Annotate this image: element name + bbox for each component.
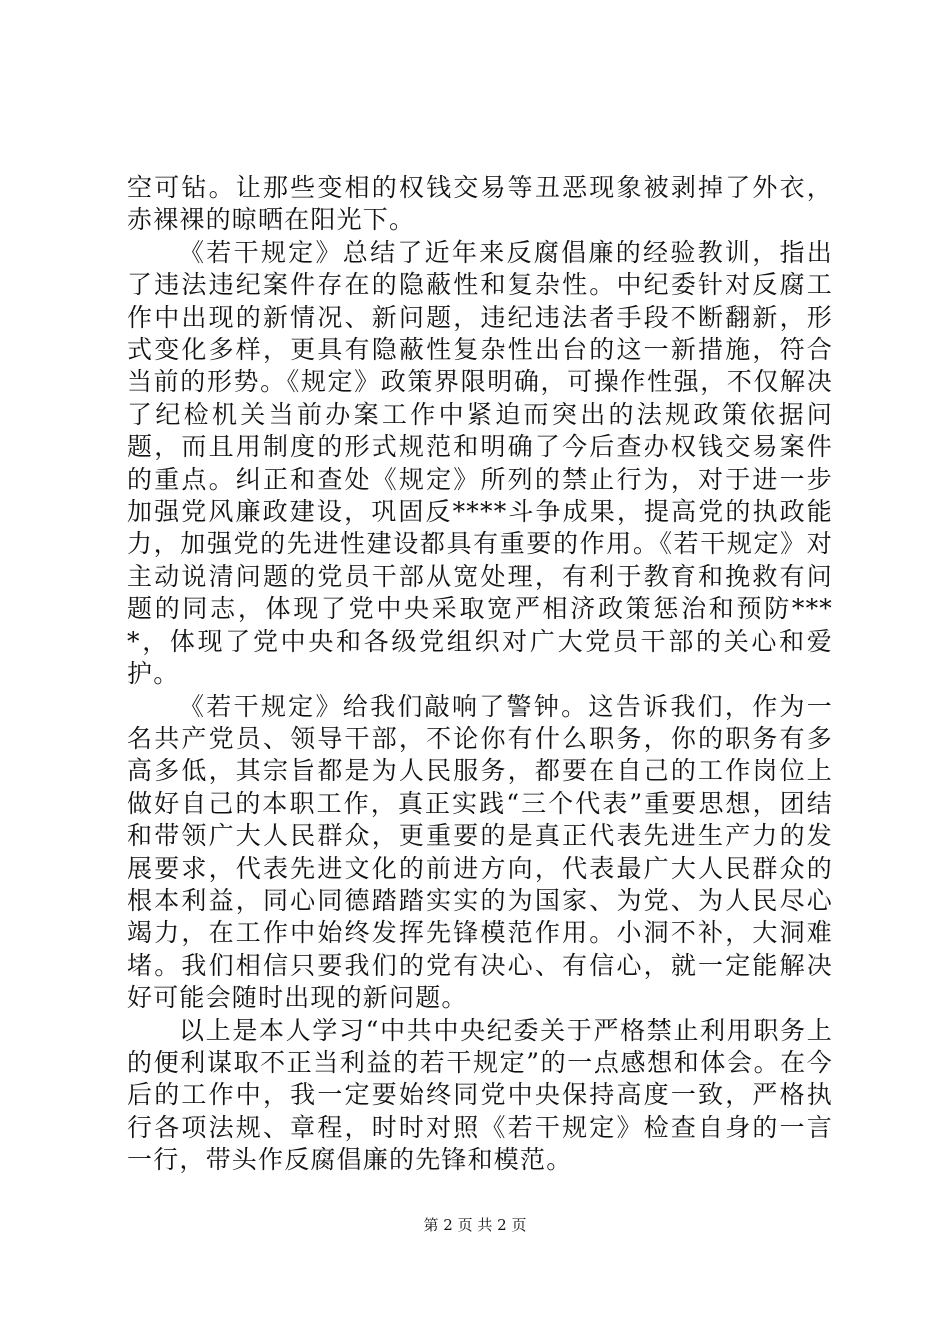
paragraph-conclusion: 以上是本人学习“中共中央纪委关于严格禁止利用职务上的便利谋取不正当利益的若干规定”的一点感想和体会。在今后的工作中，我一定要始终同党中央保持高度一致，严格执行各项法规、章程，时时对照《若干规定》检查自身的一言一行，带头作反腐倡廉的先锋和模范。: [127, 1015, 833, 1175]
document-body: [127, 172, 833, 1177]
page-number-footer: 第 2 页 共 2 页: [423, 1216, 527, 1234]
paragraph-summary: 《若干规定》总结了近年来反腐倡廉的经验教训，指出了违法违纪案件存在的隐蔽性和复杂性。中纪委针对反腐工作中出现的新情况、新问题，违纪违法者手段不断翻新，形式变化多样，更具有隐蔽性复杂性出台的这一新措施，符合当前的形势。《规定》政策界限明确，可操作性强，不仅解决了纪检机关当前办案工作中紧迫而突出的法规政策依据问题，而且用制度的形式规范和明确了今后查办权钱交易案件的重点。纠正和查处《规定》所列的禁止行为，对于进一步加强党风廉政建设，巩固反****斗争成果，提高党的执政能力，加强党的先进性建设都具有重要的作用。《若干规定》对主动说清问题的党员干部从宽处理，有利于教育和挽救有问题的同志，体现了党中央采取宽严相济政策惩治和预防****，体现了党中央和各级党组织对广大党员干部的关心和爱护。: [127, 237, 833, 689]
paragraph-continuation: 空可钻。让那些变相的权钱交易等丑恶现象被剥掉了外衣，赤裸裸的晾晒在阳光下。: [127, 173, 833, 235]
paragraph-warning: 《若干规定》给我们敲响了警钟。这告诉我们，作为一名共产党员、领导干部，不论你有什么职务，你的职务有多高多低，其宗旨都是为人民服务，都要在自己的工作岗位上做好自己的本职工作，真正实践“三个代表”重要思想，团结和带领广大人民群众，更重要的是真正代表先进生产力的发展要求，代表先进文化的前进方向，代表最广大人民群众的根本利益，同心同德踏踏实实的为国家、为党、为人民尽心竭力，在工作中始终发挥先锋模范作用。小洞不补，大洞难堵。我们相信只要我们的党有决心、有信心，就一定能解决好可能会随时出现的新问题。: [127, 691, 833, 1013]
